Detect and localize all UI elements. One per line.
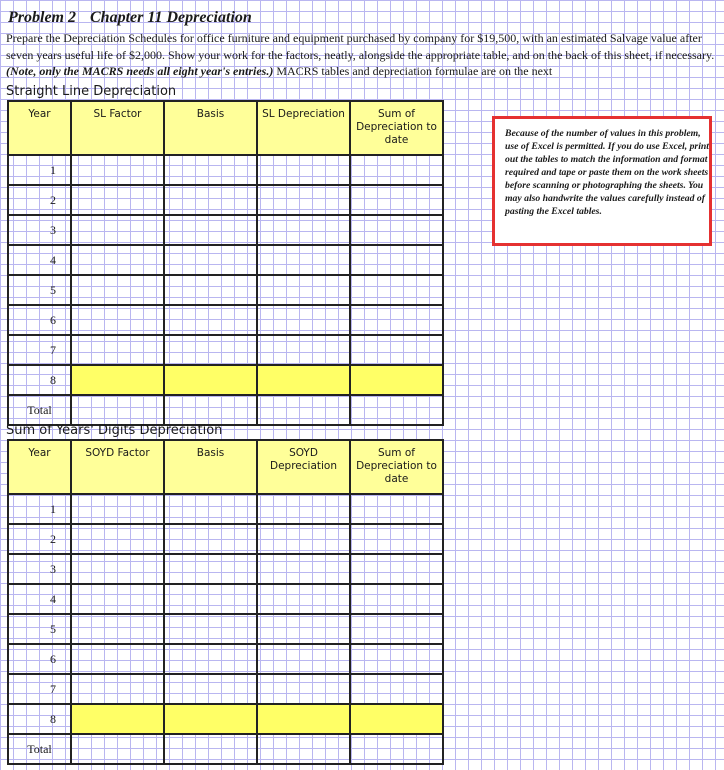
sl-year-row xyxy=(8,155,443,185)
sl-entry-cell[interactable] xyxy=(350,305,443,335)
sl-entry-cell[interactable] xyxy=(71,245,164,275)
sl-year-label: 6 xyxy=(8,305,71,335)
sl-entry-cell[interactable] xyxy=(164,245,257,275)
soyd-year-label: 4 xyxy=(8,584,71,614)
soyd-entry-cell[interactable] xyxy=(71,614,164,644)
sl-col-basis: Basis xyxy=(164,101,257,155)
soyd-entry-cell[interactable] xyxy=(257,704,350,734)
soyd-year-label: 6 xyxy=(8,644,71,674)
sl-entry-cell[interactable] xyxy=(350,275,443,305)
soyd-entry-cell[interactable] xyxy=(350,494,443,524)
soyd-entry-cell[interactable] xyxy=(350,644,443,674)
soyd-entry-cell[interactable] xyxy=(164,674,257,704)
soyd-col-year: Year xyxy=(8,440,71,494)
soyd-entry-cell[interactable] xyxy=(164,554,257,584)
soyd-body xyxy=(8,494,443,764)
sl-year-label: 7 xyxy=(8,335,71,365)
sl-entry-cell[interactable] xyxy=(164,275,257,305)
soyd-entry-cell[interactable] xyxy=(164,734,257,764)
soyd-year-row xyxy=(8,494,443,524)
sl-year-row xyxy=(8,275,443,305)
sl-year-row xyxy=(8,215,443,245)
sl-entry-cell[interactable] xyxy=(257,215,350,245)
problem-title xyxy=(8,9,252,27)
soyd-entry-cell[interactable] xyxy=(257,674,350,704)
sl-year-row xyxy=(8,365,443,395)
sl-entry-cell[interactable] xyxy=(71,185,164,215)
sl-year-label: 2 xyxy=(8,185,71,215)
sl-entry-cell[interactable] xyxy=(350,245,443,275)
soyd-year-row xyxy=(8,584,443,614)
soyd-col-sum: Sum of Depreciation to date xyxy=(350,440,443,494)
excel-notice-box xyxy=(492,116,712,246)
sl-year-label: 8 xyxy=(8,365,71,395)
soyd-entry-cell[interactable] xyxy=(164,524,257,554)
sl-entry-cell[interactable] xyxy=(350,185,443,215)
soyd-entry-cell[interactable] xyxy=(350,614,443,644)
soyd-entry-cell[interactable] xyxy=(257,734,350,764)
soyd-year-label: 5 xyxy=(8,614,71,644)
sl-year-label: 1 xyxy=(8,155,71,185)
soyd-entry-cell[interactable] xyxy=(257,614,350,644)
sl-entry-cell[interactable] xyxy=(257,185,350,215)
soyd-year-row xyxy=(8,704,443,734)
soyd-entry-cell[interactable] xyxy=(164,614,257,644)
soyd-section-title: Sum of Years' Digits Depreciation xyxy=(6,423,223,438)
soyd-entry-cell[interactable] xyxy=(71,734,164,764)
sl-col-factor: SL Factor xyxy=(71,101,164,155)
soyd-year-label: 7 xyxy=(8,674,71,704)
sl-entry-cell[interactable] xyxy=(71,215,164,245)
soyd-entry-cell[interactable] xyxy=(71,554,164,584)
soyd-year-row xyxy=(8,524,443,554)
instructions xyxy=(6,30,724,80)
sl-entry-cell[interactable] xyxy=(164,395,257,425)
sl-body xyxy=(8,155,443,425)
soyd-total-row xyxy=(8,734,443,764)
sl-entry-cell[interactable] xyxy=(164,335,257,365)
soyd-entry-cell[interactable] xyxy=(350,554,443,584)
sl-entry-cell[interactable] xyxy=(71,395,164,425)
sl-entry-cell[interactable] xyxy=(350,395,443,425)
sl-entry-cell[interactable] xyxy=(257,335,350,365)
soyd-entry-cell[interactable] xyxy=(257,584,350,614)
excel-notice-text: Because of the number of values in this problem, use of Excel is permitted. If you do use Excel, print out the tables to match the information and format required and tape or paste them on the work sheets before scanning or photographing the sheets. You may also handwrite the values carefully instead of pasting the Excel tables. xyxy=(505,128,709,217)
soyd-entry-cell[interactable] xyxy=(164,584,257,614)
sl-entry-cell[interactable] xyxy=(257,395,350,425)
sl-year-row xyxy=(8,305,443,335)
sl-entry-cell[interactable] xyxy=(71,365,164,395)
soyd-year-label: 8 xyxy=(8,704,71,734)
sl-total-label: Total xyxy=(8,395,71,425)
soyd-entry-cell[interactable] xyxy=(71,704,164,734)
sl-year-label: 4 xyxy=(8,245,71,275)
soyd-header-row xyxy=(8,440,443,494)
soyd-entry-cell[interactable] xyxy=(71,494,164,524)
soyd-year-row xyxy=(8,674,443,704)
soyd-entry-cell[interactable] xyxy=(71,524,164,554)
soyd-col-basis: Basis xyxy=(164,440,257,494)
soyd-entry-cell[interactable] xyxy=(71,644,164,674)
soyd-year-row xyxy=(8,554,443,584)
sl-section-title: Straight Line Depreciation xyxy=(6,84,177,99)
instructions-note: (Note, only the MACRS needs all eight year's entries.) xyxy=(6,64,274,78)
soyd-entry-cell[interactable] xyxy=(257,494,350,524)
sl-entry-cell[interactable] xyxy=(71,155,164,185)
soyd-year-label: 1 xyxy=(8,494,71,524)
sl-entry-cell[interactable] xyxy=(350,335,443,365)
sl-entry-cell[interactable] xyxy=(164,365,257,395)
soyd-entry-cell[interactable] xyxy=(164,494,257,524)
sl-entry-cell[interactable] xyxy=(350,365,443,395)
soyd-entry-cell[interactable] xyxy=(164,704,257,734)
sl-year-row xyxy=(8,335,443,365)
sl-year-label: 5 xyxy=(8,275,71,305)
sl-entry-cell[interactable] xyxy=(257,275,350,305)
sl-col-year: Year xyxy=(8,101,71,155)
soyd-year-row xyxy=(8,644,443,674)
sl-entry-cell[interactable] xyxy=(257,245,350,275)
sl-entry-cell[interactable] xyxy=(71,275,164,305)
soyd-year-row xyxy=(8,614,443,644)
soyd-year-label: 3 xyxy=(8,554,71,584)
sl-entry-cell[interactable] xyxy=(71,305,164,335)
sl-header-row xyxy=(8,101,443,155)
problem-number: Problem 2 xyxy=(8,9,76,26)
soyd-col-depreciation: SOYD Depreciation xyxy=(257,440,350,494)
sl-year-row xyxy=(8,245,443,275)
soyd-entry-cell[interactable] xyxy=(257,554,350,584)
soyd-entry-cell[interactable] xyxy=(350,584,443,614)
soyd-entry-cell[interactable] xyxy=(71,584,164,614)
sl-entry-cell[interactable] xyxy=(164,215,257,245)
sl-col-depreciation: SL Depreciation xyxy=(257,101,350,155)
soyd-entry-cell[interactable] xyxy=(350,704,443,734)
sl-year-row xyxy=(8,185,443,215)
sl-entry-cell[interactable] xyxy=(164,185,257,215)
soyd-entry-cell[interactable] xyxy=(350,674,443,704)
soyd-entry-cell[interactable] xyxy=(350,524,443,554)
sl-col-sum: Sum of Depreciation to date xyxy=(350,101,443,155)
sl-entry-cell[interactable] xyxy=(257,155,350,185)
sl-entry-cell[interactable] xyxy=(257,365,350,395)
instructions-tail: MACRS tables and depreciation formulae are on the next xyxy=(276,64,553,78)
soyd-entry-cell[interactable] xyxy=(350,734,443,764)
chapter-title: Chapter 11 Depreciation xyxy=(90,9,252,26)
sl-entry-cell[interactable] xyxy=(257,305,350,335)
sl-total-row xyxy=(8,395,443,425)
soyd-table xyxy=(7,439,444,765)
soyd-total-label: Total xyxy=(8,734,71,764)
sl-table xyxy=(7,100,444,426)
sl-entry-cell[interactable] xyxy=(164,305,257,335)
sl-entry-cell[interactable] xyxy=(71,335,164,365)
sl-entry-cell[interactable] xyxy=(350,215,443,245)
instructions-text: Prepare the Depreciation Schedules for office furniture and equipment purchased by company for $19,500, with an estimated Salvage value after seven years useful life of $2,000. Show your work for the factors, neatly, alongside the appropriate table, and on the back of this sheet, if necessary. xyxy=(6,31,715,62)
soyd-entry-cell[interactable] xyxy=(164,644,257,674)
sl-entry-cell[interactable] xyxy=(350,155,443,185)
soyd-entry-cell[interactable] xyxy=(71,674,164,704)
soyd-col-factor: SOYD Factor xyxy=(71,440,164,494)
soyd-entry-cell[interactable] xyxy=(257,524,350,554)
soyd-year-label: 2 xyxy=(8,524,71,554)
sl-entry-cell[interactable] xyxy=(164,155,257,185)
sl-year-label: 3 xyxy=(8,215,71,245)
soyd-entry-cell[interactable] xyxy=(257,644,350,674)
